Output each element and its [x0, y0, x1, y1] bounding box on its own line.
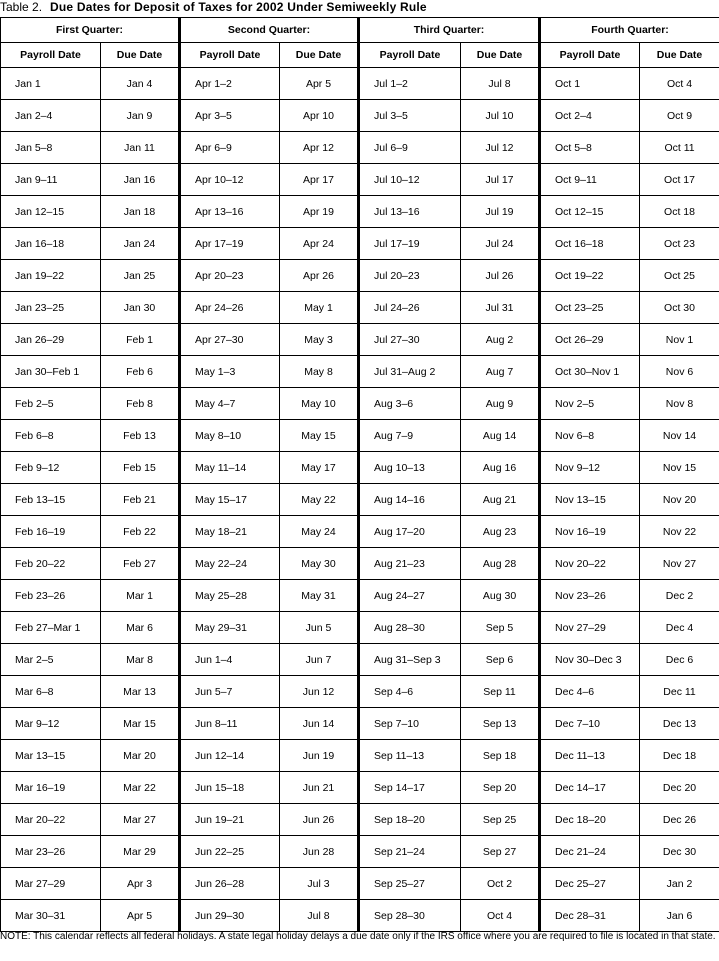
payroll-date-cell: Jun 26–28 [180, 868, 280, 900]
table-number: Table 2. [0, 0, 43, 14]
payroll-date-cell: Nov 13–15 [540, 484, 640, 516]
payroll-date-cell: Nov 23–26 [540, 580, 640, 612]
due-date-cell: May 22 [280, 484, 359, 516]
payroll-date-cell: Jan 30–Feb 1 [1, 356, 101, 388]
due-date-cell: Apr 3 [101, 868, 180, 900]
payroll-date-cell: Aug 3–6 [359, 388, 461, 420]
quarter-header: Fourth Quarter: [540, 18, 719, 43]
table-row [1, 708, 719, 740]
due-date-cell: Oct 30 [640, 292, 719, 324]
payroll-date-cell: Feb 6–8 [1, 420, 101, 452]
payroll-date-cell: Oct 23–25 [540, 292, 640, 324]
due-date-cell: Jun 7 [280, 644, 359, 676]
payroll-date-cell: May 4–7 [180, 388, 280, 420]
payroll-date-cell: Jul 20–23 [359, 260, 461, 292]
table-row [1, 740, 719, 772]
payroll-date-cell: Nov 27–29 [540, 612, 640, 644]
due-date-cell: Apr 26 [280, 260, 359, 292]
due-date-cell: Aug 14 [461, 420, 540, 452]
table-title: Due Dates for Deposit of Taxes for 2002 Under Semiweekly Rule [50, 0, 427, 14]
table-row [1, 516, 719, 548]
quarter-header: Third Quarter: [359, 18, 540, 43]
payroll-date-cell: Jan 9–11 [1, 164, 101, 196]
payroll-date-cell: Mar 6–8 [1, 676, 101, 708]
payroll-date-cell: Sep 21–24 [359, 836, 461, 868]
payroll-date-cell: Sep 28–30 [359, 900, 461, 932]
due-date-cell: Apr 5 [280, 68, 359, 100]
due-date-cell: Dec 26 [640, 804, 719, 836]
due-date-cell: Oct 25 [640, 260, 719, 292]
payroll-date-cell: Oct 2–4 [540, 100, 640, 132]
payroll-date-cell: Nov 20–22 [540, 548, 640, 580]
table-row [1, 676, 719, 708]
table-row [1, 420, 719, 452]
due-date-cell: Apr 17 [280, 164, 359, 196]
due-date-cell: Sep 18 [461, 740, 540, 772]
due-date-cell: Sep 6 [461, 644, 540, 676]
payroll-date-cell: Feb 20–22 [1, 548, 101, 580]
due-date-cell: Oct 4 [461, 900, 540, 932]
payroll-date-cell: Mar 23–26 [1, 836, 101, 868]
due-date-cell: Mar 13 [101, 676, 180, 708]
payroll-date-cell: Apr 6–9 [180, 132, 280, 164]
table-row [1, 260, 719, 292]
due-date-cell: Feb 6 [101, 356, 180, 388]
payroll-date-cell: Jul 31–Aug 2 [359, 356, 461, 388]
table-row [1, 836, 719, 868]
payroll-date-cell: Sep 7–10 [359, 708, 461, 740]
due-date-cell: Nov 6 [640, 356, 719, 388]
due-date-cell: May 8 [280, 356, 359, 388]
table-row [1, 68, 719, 100]
payroll-date-header: Payroll Date [180, 43, 280, 68]
table-row [1, 868, 719, 900]
payroll-date-cell: Nov 6–8 [540, 420, 640, 452]
due-date-cell: Aug 2 [461, 324, 540, 356]
due-date-cell: Dec 4 [640, 612, 719, 644]
payroll-date-cell: Jan 1 [1, 68, 101, 100]
due-date-cell: May 24 [280, 516, 359, 548]
payroll-date-cell: Dec 25–27 [540, 868, 640, 900]
due-date-cell: Dec 6 [640, 644, 719, 676]
due-date-cell: Aug 21 [461, 484, 540, 516]
due-date-cell: Nov 15 [640, 452, 719, 484]
payroll-date-cell: Oct 16–18 [540, 228, 640, 260]
payroll-date-cell: Dec 11–13 [540, 740, 640, 772]
due-date-header: Due Date [101, 43, 180, 68]
table-row [1, 164, 719, 196]
table-caption [0, 0, 427, 17]
payroll-date-cell: Jan 2–4 [1, 100, 101, 132]
table-row [1, 580, 719, 612]
payroll-date-cell: Jul 24–26 [359, 292, 461, 324]
payroll-date-cell: Jul 6–9 [359, 132, 461, 164]
due-date-cell: Sep 5 [461, 612, 540, 644]
due-date-cell: Jul 8 [280, 900, 359, 932]
payroll-date-cell: Dec 4–6 [540, 676, 640, 708]
quarter-header: Second Quarter: [180, 18, 359, 43]
due-date-cell: Jul 17 [461, 164, 540, 196]
payroll-date-cell: May 8–10 [180, 420, 280, 452]
payroll-date-cell: Feb 2–5 [1, 388, 101, 420]
payroll-date-cell: Apr 27–30 [180, 324, 280, 356]
payroll-date-cell: Apr 20–23 [180, 260, 280, 292]
payroll-date-cell: Jul 1–2 [359, 68, 461, 100]
due-date-cell: Mar 22 [101, 772, 180, 804]
due-date-cell: Feb 13 [101, 420, 180, 452]
due-date-cell: Dec 30 [640, 836, 719, 868]
payroll-date-header: Payroll Date [1, 43, 101, 68]
payroll-date-cell: Jul 3–5 [359, 100, 461, 132]
due-date-cell: Jun 26 [280, 804, 359, 836]
due-date-cell: Jan 6 [640, 900, 719, 932]
due-dates-table [0, 17, 719, 932]
payroll-date-cell: Aug 28–30 [359, 612, 461, 644]
payroll-date-cell: Jun 8–11 [180, 708, 280, 740]
payroll-date-cell: Feb 13–15 [1, 484, 101, 516]
table-row [1, 612, 719, 644]
payroll-date-cell: Jul 10–12 [359, 164, 461, 196]
payroll-date-cell: Aug 31–Sep 3 [359, 644, 461, 676]
payroll-date-cell: Oct 1 [540, 68, 640, 100]
payroll-date-cell: Aug 10–13 [359, 452, 461, 484]
due-date-cell: Jun 21 [280, 772, 359, 804]
due-date-cell: Nov 14 [640, 420, 719, 452]
due-date-cell: May 1 [280, 292, 359, 324]
payroll-date-cell: Aug 21–23 [359, 548, 461, 580]
table-row [1, 452, 719, 484]
payroll-date-cell: Dec 14–17 [540, 772, 640, 804]
due-date-cell: Feb 15 [101, 452, 180, 484]
payroll-date-cell: Nov 30–Dec 3 [540, 644, 640, 676]
payroll-date-cell: Apr 3–5 [180, 100, 280, 132]
payroll-date-cell: Jan 5–8 [1, 132, 101, 164]
payroll-date-cell: Jul 27–30 [359, 324, 461, 356]
due-date-cell: Jan 18 [101, 196, 180, 228]
due-date-cell: May 31 [280, 580, 359, 612]
due-date-cell: Jul 8 [461, 68, 540, 100]
due-date-cell: Mar 20 [101, 740, 180, 772]
due-date-cell: Dec 11 [640, 676, 719, 708]
payroll-date-cell: May 15–17 [180, 484, 280, 516]
due-date-cell: May 15 [280, 420, 359, 452]
payroll-date-cell: Oct 12–15 [540, 196, 640, 228]
due-date-cell: Apr 5 [101, 900, 180, 932]
due-date-cell: Dec 18 [640, 740, 719, 772]
payroll-date-cell: Jul 13–16 [359, 196, 461, 228]
table-row [1, 356, 719, 388]
due-date-cell: Jan 16 [101, 164, 180, 196]
column-header-row [1, 43, 719, 68]
due-date-cell: Feb 8 [101, 388, 180, 420]
due-date-cell: Jul 3 [280, 868, 359, 900]
payroll-date-cell: Nov 9–12 [540, 452, 640, 484]
payroll-date-cell: Feb 9–12 [1, 452, 101, 484]
due-date-cell: Feb 22 [101, 516, 180, 548]
due-date-cell: Oct 9 [640, 100, 719, 132]
table-row [1, 484, 719, 516]
due-date-cell: Oct 23 [640, 228, 719, 260]
payroll-date-cell: Mar 27–29 [1, 868, 101, 900]
payroll-date-cell: Sep 11–13 [359, 740, 461, 772]
due-date-cell: Nov 20 [640, 484, 719, 516]
payroll-date-cell: Dec 28–31 [540, 900, 640, 932]
due-date-cell: Apr 10 [280, 100, 359, 132]
payroll-date-cell: Oct 19–22 [540, 260, 640, 292]
table-row [1, 644, 719, 676]
due-date-cell: Feb 21 [101, 484, 180, 516]
payroll-date-cell: Nov 16–19 [540, 516, 640, 548]
payroll-date-cell: Aug 17–20 [359, 516, 461, 548]
due-date-cell: May 30 [280, 548, 359, 580]
payroll-date-cell: May 1–3 [180, 356, 280, 388]
due-date-cell: Aug 7 [461, 356, 540, 388]
due-date-cell: May 10 [280, 388, 359, 420]
payroll-date-cell: Dec 21–24 [540, 836, 640, 868]
payroll-date-cell: Oct 26–29 [540, 324, 640, 356]
table-row [1, 100, 719, 132]
payroll-date-cell: Mar 13–15 [1, 740, 101, 772]
payroll-date-cell: May 22–24 [180, 548, 280, 580]
payroll-date-cell: Dec 7–10 [540, 708, 640, 740]
due-date-cell: Jun 12 [280, 676, 359, 708]
due-date-cell: Jul 26 [461, 260, 540, 292]
due-date-cell: Oct 2 [461, 868, 540, 900]
due-date-cell: Jun 19 [280, 740, 359, 772]
quarter-header-row [1, 18, 719, 43]
due-date-cell: Mar 15 [101, 708, 180, 740]
payroll-date-cell: Aug 24–27 [359, 580, 461, 612]
payroll-date-cell: Oct 9–11 [540, 164, 640, 196]
due-date-cell: Sep 20 [461, 772, 540, 804]
due-date-cell: Jun 5 [280, 612, 359, 644]
due-date-cell: Aug 30 [461, 580, 540, 612]
due-date-cell: Sep 13 [461, 708, 540, 740]
due-date-cell: Jan 25 [101, 260, 180, 292]
payroll-date-cell: Sep 18–20 [359, 804, 461, 836]
payroll-date-cell: Oct 5–8 [540, 132, 640, 164]
table-row [1, 548, 719, 580]
payroll-date-cell: Sep 4–6 [359, 676, 461, 708]
due-date-cell: Mar 29 [101, 836, 180, 868]
payroll-date-cell: Apr 10–12 [180, 164, 280, 196]
due-date-cell: Mar 1 [101, 580, 180, 612]
due-date-cell: Dec 20 [640, 772, 719, 804]
due-date-cell: Jan 30 [101, 292, 180, 324]
payroll-date-cell: Mar 9–12 [1, 708, 101, 740]
due-date-cell: Dec 13 [640, 708, 719, 740]
table-body [1, 68, 719, 932]
due-date-cell: Aug 28 [461, 548, 540, 580]
payroll-date-cell: Apr 17–19 [180, 228, 280, 260]
due-date-cell: May 3 [280, 324, 359, 356]
due-date-cell: Feb 1 [101, 324, 180, 356]
due-date-header: Due Date [280, 43, 359, 68]
table-note: NOTE: This calendar reflects all federal holidays. A state legal holiday delays a due date only if the IRS office where you are required to file is located in that state. [0, 931, 716, 942]
payroll-date-cell: Oct 30–Nov 1 [540, 356, 640, 388]
payroll-date-cell: Jan 16–18 [1, 228, 101, 260]
due-date-cell: Oct 4 [640, 68, 719, 100]
payroll-date-cell: Apr 1–2 [180, 68, 280, 100]
payroll-date-cell: Mar 20–22 [1, 804, 101, 836]
payroll-date-cell: Apr 24–26 [180, 292, 280, 324]
payroll-date-cell: Feb 16–19 [1, 516, 101, 548]
due-date-cell: Nov 1 [640, 324, 719, 356]
due-date-cell: Mar 6 [101, 612, 180, 644]
payroll-date-cell: Aug 14–16 [359, 484, 461, 516]
due-date-cell: Aug 23 [461, 516, 540, 548]
payroll-date-cell: Dec 18–20 [540, 804, 640, 836]
due-date-cell: Apr 12 [280, 132, 359, 164]
due-date-cell: Nov 22 [640, 516, 719, 548]
payroll-date-cell: May 11–14 [180, 452, 280, 484]
due-date-cell: Jul 19 [461, 196, 540, 228]
due-date-cell: Apr 24 [280, 228, 359, 260]
payroll-date-cell: Feb 23–26 [1, 580, 101, 612]
payroll-date-cell: Jan 23–25 [1, 292, 101, 324]
due-date-cell: Dec 2 [640, 580, 719, 612]
payroll-date-cell: Jul 17–19 [359, 228, 461, 260]
due-date-cell: Mar 8 [101, 644, 180, 676]
due-date-cell: Jun 28 [280, 836, 359, 868]
due-date-cell: Mar 27 [101, 804, 180, 836]
payroll-date-cell: Jun 5–7 [180, 676, 280, 708]
payroll-date-cell: Sep 14–17 [359, 772, 461, 804]
payroll-date-cell: Feb 27–Mar 1 [1, 612, 101, 644]
payroll-date-cell: Jan 12–15 [1, 196, 101, 228]
table-row [1, 292, 719, 324]
due-date-cell: Aug 16 [461, 452, 540, 484]
table-row [1, 324, 719, 356]
payroll-date-cell: Nov 2–5 [540, 388, 640, 420]
due-date-cell: Jan 11 [101, 132, 180, 164]
table-row [1, 228, 719, 260]
due-date-cell: Jan 24 [101, 228, 180, 260]
due-date-cell: Jan 4 [101, 68, 180, 100]
payroll-date-cell: May 29–31 [180, 612, 280, 644]
payroll-date-cell: May 18–21 [180, 516, 280, 548]
due-date-cell: Jan 9 [101, 100, 180, 132]
payroll-date-cell: Jan 19–22 [1, 260, 101, 292]
due-date-cell: Jun 14 [280, 708, 359, 740]
payroll-date-cell: Jun 1–4 [180, 644, 280, 676]
payroll-date-cell: Jun 22–25 [180, 836, 280, 868]
payroll-date-header: Payroll Date [359, 43, 461, 68]
due-date-cell: Sep 27 [461, 836, 540, 868]
table-row [1, 388, 719, 420]
due-date-cell: Jul 31 [461, 292, 540, 324]
payroll-date-cell: Jan 26–29 [1, 324, 101, 356]
due-date-header: Due Date [461, 43, 540, 68]
quarter-header: First Quarter: [1, 18, 180, 43]
payroll-date-cell: Mar 2–5 [1, 644, 101, 676]
due-date-cell: Jan 2 [640, 868, 719, 900]
table-row [1, 804, 719, 836]
payroll-date-cell: Jun 19–21 [180, 804, 280, 836]
table-row [1, 772, 719, 804]
table-row [1, 196, 719, 228]
due-date-cell: Jul 24 [461, 228, 540, 260]
table-row [1, 900, 719, 932]
due-date-cell: Oct 11 [640, 132, 719, 164]
due-date-cell: Nov 27 [640, 548, 719, 580]
payroll-date-header: Payroll Date [540, 43, 640, 68]
due-date-cell: Sep 11 [461, 676, 540, 708]
table-row [1, 132, 719, 164]
due-date-cell: Apr 19 [280, 196, 359, 228]
due-date-cell: Nov 8 [640, 388, 719, 420]
payroll-date-cell: Mar 30–31 [1, 900, 101, 932]
payroll-date-cell: Jun 12–14 [180, 740, 280, 772]
due-date-header: Due Date [640, 43, 719, 68]
due-date-cell: Jul 12 [461, 132, 540, 164]
payroll-date-cell: Jun 29–30 [180, 900, 280, 932]
payroll-date-cell: Sep 25–27 [359, 868, 461, 900]
due-date-cell: Aug 9 [461, 388, 540, 420]
due-date-cell: Jul 10 [461, 100, 540, 132]
due-date-cell: Sep 25 [461, 804, 540, 836]
due-date-cell: Feb 27 [101, 548, 180, 580]
due-date-cell: Oct 17 [640, 164, 719, 196]
payroll-date-cell: Mar 16–19 [1, 772, 101, 804]
due-date-cell: May 17 [280, 452, 359, 484]
payroll-date-cell: Jun 15–18 [180, 772, 280, 804]
due-date-cell: Oct 18 [640, 196, 719, 228]
payroll-date-cell: Aug 7–9 [359, 420, 461, 452]
payroll-date-cell: May 25–28 [180, 580, 280, 612]
payroll-date-cell: Apr 13–16 [180, 196, 280, 228]
